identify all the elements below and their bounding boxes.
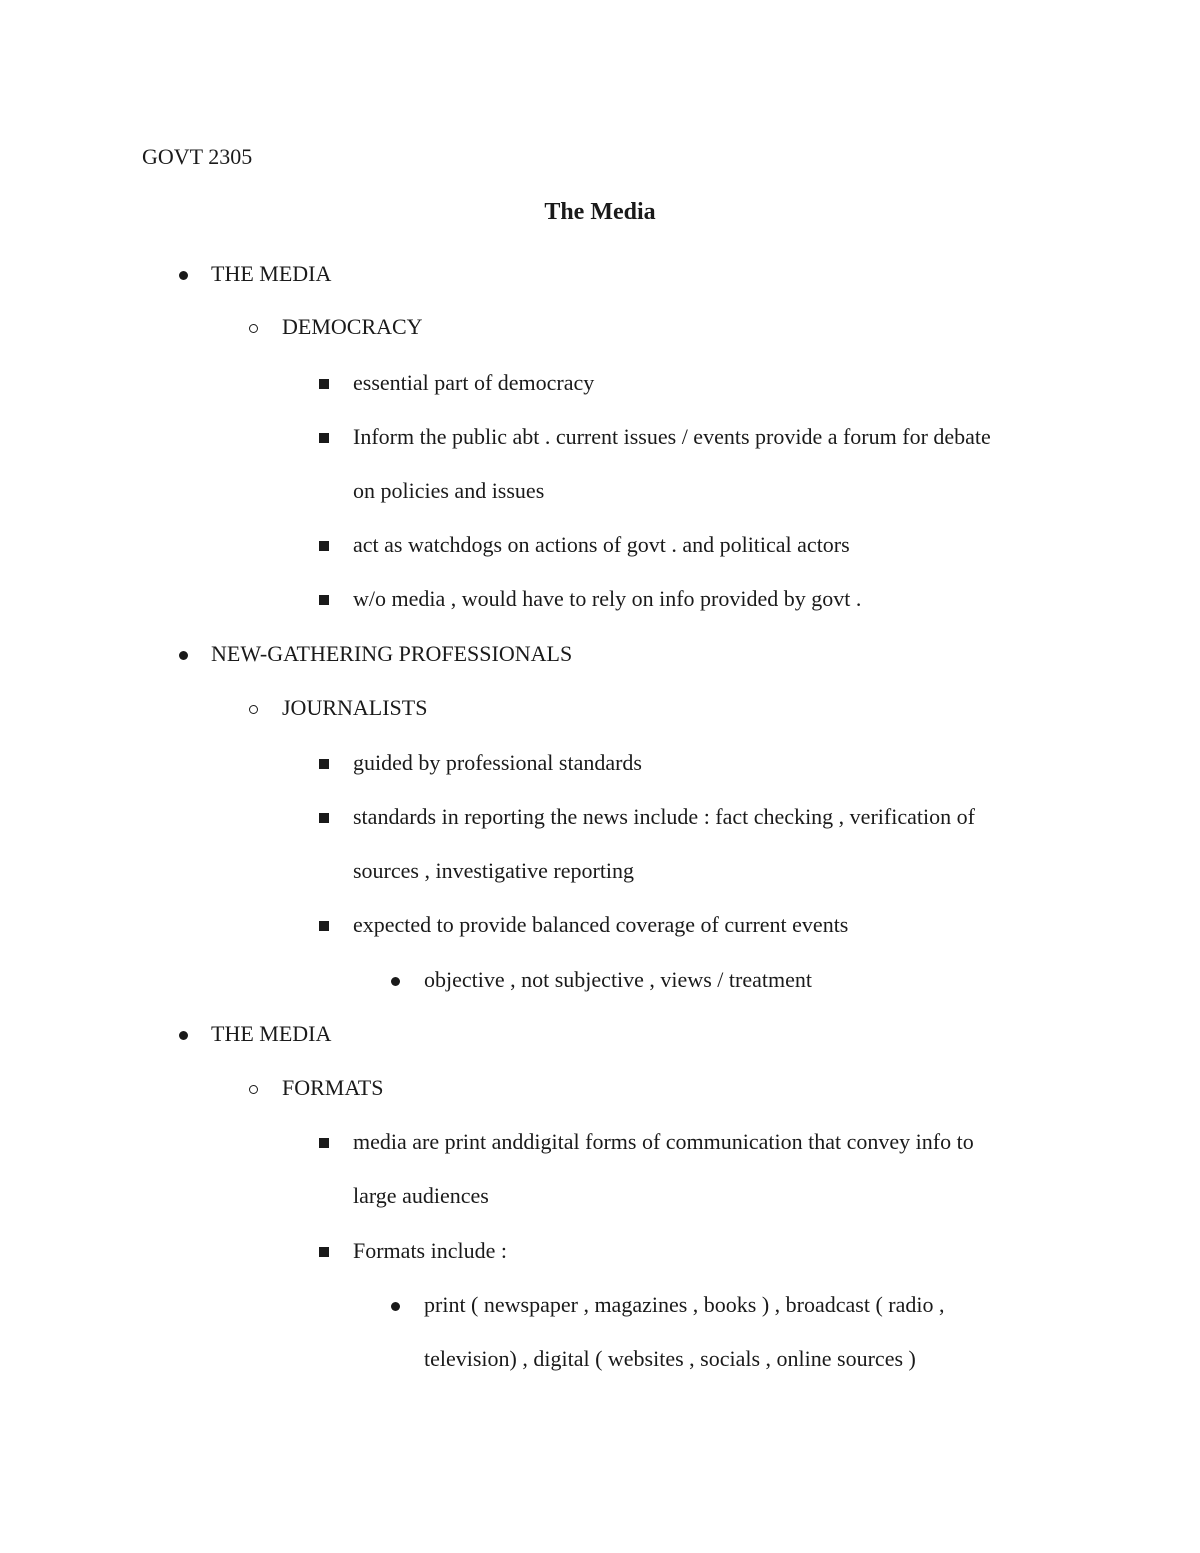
subsection-heading: DEMOCRACY (282, 314, 423, 339)
list-item: Inform the public abt . current issues / events provide a forum for debate (353, 424, 991, 449)
bullet-ring-icon (249, 692, 258, 724)
section-heading: THE MEDIA (211, 261, 332, 286)
page-title: The Media (544, 199, 656, 225)
list-item: guided by professional standards (353, 750, 642, 775)
list-item-continuation: on policies and issues (353, 478, 545, 503)
list-subitem: objective , not subjective , views / treatment (424, 967, 812, 992)
bullet-square-icon (319, 529, 329, 561)
list-item-continuation: large audiences (353, 1183, 489, 1208)
list-item: Formats include : (353, 1238, 507, 1263)
bullet-square-icon (319, 367, 329, 399)
list-item: expected to provide balanced coverage of current events (353, 912, 849, 937)
bullet-square-icon (319, 747, 329, 779)
bullet-dot-icon (179, 1018, 188, 1050)
list-item: standards in reporting the news include : fact checking , verification of (353, 804, 975, 829)
course-code: GOVT 2305 (142, 144, 253, 169)
subsection-heading: JOURNALISTS (282, 695, 428, 720)
bullet-dot-icon (179, 638, 188, 670)
bullet-dot-icon (391, 1289, 400, 1321)
list-subitem: print ( newspaper , magazines , books ) , broadcast ( radio , (424, 1292, 945, 1317)
bullet-dot-icon (391, 964, 400, 996)
bullet-square-icon (319, 909, 329, 941)
list-item: media are print anddigital forms of communication that convey info to (353, 1129, 974, 1154)
section-heading: NEW-GATHERING PROFESSIONALS (211, 641, 573, 666)
bullet-dot-icon (179, 258, 188, 290)
list-item-continuation: sources , investigative reporting (353, 858, 635, 883)
list-item: act as watchdogs on actions of govt . and political actors (353, 532, 850, 557)
bullet-square-icon (319, 1126, 329, 1158)
bullet-ring-icon (249, 1072, 258, 1104)
section-heading: THE MEDIA (211, 1021, 332, 1046)
bullet-square-icon (319, 421, 329, 453)
bullet-square-icon (319, 801, 329, 833)
bullet-square-icon (319, 583, 329, 615)
bullet-square-icon (319, 1235, 329, 1267)
subsection-heading: FORMATS (282, 1075, 384, 1100)
list-item: essential part of democracy (353, 370, 595, 395)
bullet-ring-icon (249, 311, 258, 343)
list-subitem-continuation: television) , digital ( websites , socials , online sources ) (424, 1346, 916, 1371)
list-item: w/o media , would have to rely on info provided by govt . (353, 586, 862, 611)
